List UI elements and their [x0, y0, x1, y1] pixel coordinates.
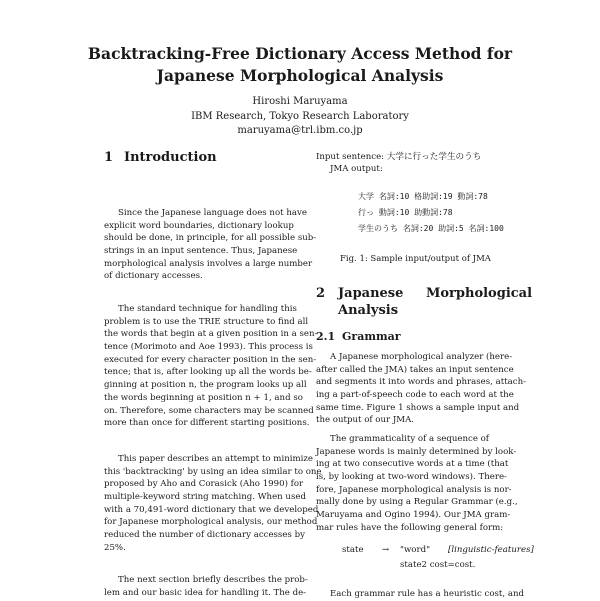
text-line: problem is to use the TRIE structure to find all	[104, 316, 309, 327]
text-line: same time. Figure 1 shows a sample input and	[316, 402, 520, 413]
section-2-title-word-2: Morphological	[426, 286, 533, 301]
grammar-paragraph-3: Each grammar rule has a heuristic cost, and	[330, 589, 524, 599]
figure-caption: Fig. 1: Sample input/output of JMA	[340, 254, 491, 264]
text-line: is, by looking at two-word windows). There-	[316, 472, 507, 483]
author-name: Hiroshi Maruyama	[252, 96, 348, 107]
grammar-paragraph-1	[316, 351, 527, 427]
section-2-title-line-2: Analysis	[338, 303, 399, 318]
text-line: more than once for different starting positions.	[104, 418, 310, 429]
text-line: should be done, in principle, for all possible sub-	[104, 233, 317, 244]
text-line: This paper describes an attempt to minimize	[118, 454, 313, 464]
text-line: on. Therefore, some characters may be scanned	[104, 405, 314, 416]
rule-arrow: →	[382, 545, 390, 555]
text-line: The standard technique for handling this	[118, 304, 297, 314]
text-line: after called the JMA) takes an input sentence	[316, 364, 514, 375]
subsection-2-1-title: Grammar	[342, 330, 401, 343]
text-line: lem and our basic idea for handling it. The de-	[104, 587, 307, 598]
author-email: maruyama@trl.ibm.co.jp	[237, 125, 363, 136]
rule-state2-cost: state2 cost=cost.	[400, 560, 476, 570]
intro-paragraph-4	[104, 574, 308, 599]
text-line: strings in an input sentence. Thus, Japanese	[104, 246, 298, 257]
grammar-paragraph-2	[316, 433, 516, 535]
figure-output-label: JMA output:	[330, 164, 383, 174]
figure-output-line-3: 学生のうち 名詞:20 助詞:5 名詞:100	[358, 224, 504, 233]
text-line: tence; that is, after looking up all the words be-	[104, 367, 312, 378]
text-line: mally done by using a Regular Grammar (e.g.,	[316, 497, 518, 508]
text-line: Since the Japanese language does not have	[118, 208, 307, 218]
text-line: The next section briefly describes the prob-	[118, 575, 308, 585]
paper-title-line-2: Japanese Morphological Analysis	[156, 66, 444, 85]
text-line: explicit word boundaries, dictionary lookup	[104, 220, 294, 231]
rule-features: [linguistic-features]	[448, 545, 534, 555]
text-line: multiple-keyword string matching. When used	[104, 492, 306, 503]
figure-input-sentence: Input sentence: 大学に行った学生のうち	[316, 152, 482, 162]
text-line: 25%.	[104, 542, 126, 553]
text-line: morphological analysis involves a large number	[104, 258, 313, 269]
text-line: Maruyama and Ogino 1994). Our JMA gram-	[316, 510, 511, 521]
text-line: A Japanese morphological analyzer (here-	[330, 352, 513, 362]
text-line: and segments it into words and phrases, attach-	[316, 377, 527, 388]
subsection-2-1-number: 2.1	[316, 330, 336, 343]
section-2-number: 2	[316, 286, 326, 301]
text-line: executed for every character position in the sen-	[104, 354, 317, 365]
text-line: The grammaticality of a sequence of	[330, 434, 489, 444]
intro-paragraph-3	[104, 453, 322, 555]
section-2-title-word-1: Japanese	[338, 286, 404, 301]
text-line: the output of our JMA.	[316, 415, 415, 426]
text-line: ing at two consecutive words at a time (that	[316, 459, 509, 470]
section-1-title: Introduction	[124, 150, 217, 165]
text-line: of dictionary accesses.	[104, 271, 203, 282]
text-line: with a 70,491-word dictionary that we developed	[104, 504, 319, 515]
intro-paragraph-1	[104, 207, 317, 283]
intro-paragraph-2	[104, 303, 318, 430]
rule-lhs-state: state	[342, 545, 364, 555]
figure-output-line-2: 行っ 動詞:10 助動詞:78	[358, 208, 453, 217]
text-line: proposed by Aho and Corasick (Aho 1990) for	[104, 479, 304, 490]
paper-title-line-1: Backtracking-Free Dictionary Access Method for	[87, 44, 513, 63]
figure-output-line-1: 大学 名詞:10 格助詞:19 動詞:78	[358, 192, 488, 201]
text-line: mar rules have the following general form:	[316, 522, 504, 533]
text-line: the words beginning at position n + 1, and so	[104, 392, 303, 403]
text-line: fore, Japanese morphological analysis is nor-	[316, 484, 512, 495]
text-line: tence (Morimoto and Aoe 1993). This process is	[104, 342, 313, 353]
rule-word: "word"	[400, 545, 431, 555]
author-affiliation: IBM Research, Tokyo Research Laboratory	[191, 111, 409, 122]
text-line: the words that begin at a given position in a sen-	[104, 329, 318, 340]
text-line: reduced the number of dictionary accesses by	[104, 530, 305, 541]
text-line: for Japanese morphological analysis, our method	[104, 517, 318, 528]
section-1-number: 1	[104, 150, 114, 165]
text-line: Japanese words is mainly determined by look-	[316, 446, 517, 457]
text-line: ing a part-of-speech code to each word at the	[316, 390, 514, 401]
text-line: this 'backtracking' by using an idea similar to one	[104, 466, 322, 477]
text-line: ginning at position n, the program looks up all	[104, 380, 307, 391]
